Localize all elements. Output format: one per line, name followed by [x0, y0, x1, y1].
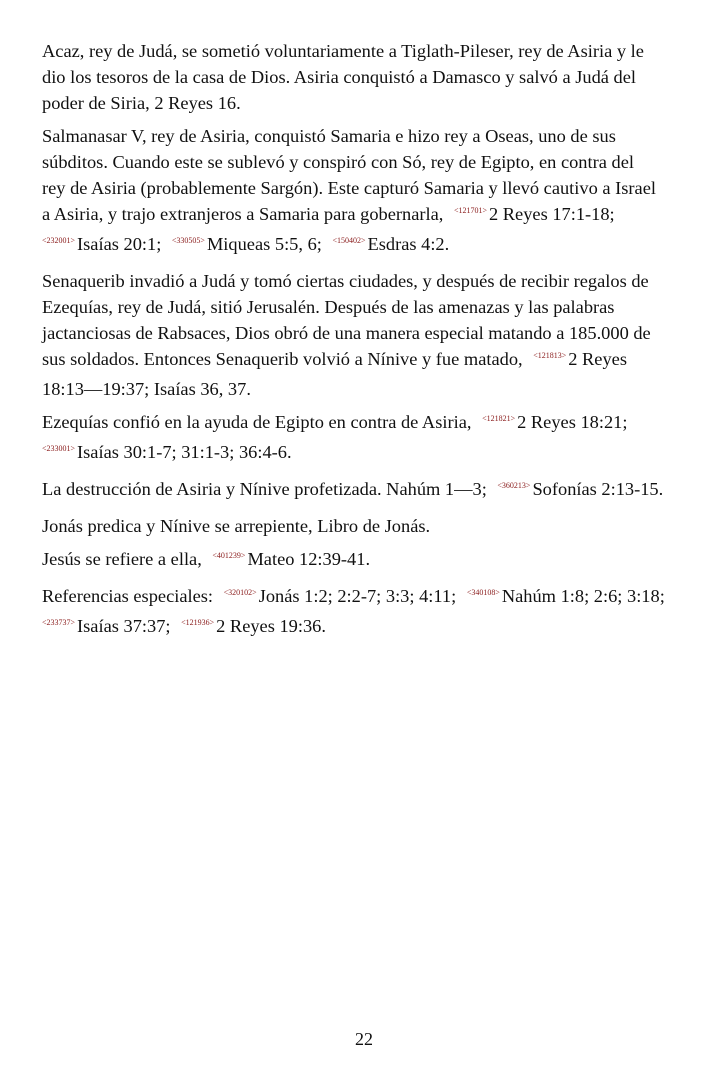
text-segment: Isaías 30:1-7; 31:1-3; 36:4-6.	[77, 442, 292, 462]
scripture-reference-tag[interactable]: <232001>	[42, 236, 76, 245]
paragraph	[42, 546, 690, 576]
text-segment: Miqueas 5:5, 6;	[206, 234, 327, 254]
text-segment: poder de Siria, 2 Reyes 16.	[42, 93, 241, 113]
scripture-reference-tag[interactable]: <330505>	[171, 236, 205, 245]
scripture-reference-tag[interactable]: <121936>	[181, 618, 215, 627]
text-segment: Jonás predica y Nínive se arrepiente, Libro de Jonás.	[42, 516, 431, 536]
page-number: 22	[355, 1029, 373, 1049]
scripture-reference-tag[interactable]: <360213>	[497, 481, 531, 490]
scripture-reference-tag[interactable]: <320102>	[223, 588, 257, 597]
text-segment: 18:13—19:37; Isaías 36, 37.	[42, 379, 251, 399]
text-segment: 2 Reyes 17:1-18;	[488, 204, 615, 224]
text-segment: Isaías 20:1;	[77, 234, 166, 254]
scripture-reference-tag[interactable]: <121813>	[533, 351, 567, 360]
text-segment: súbditos. Cuando este se sublevó y conspiró con Só, rey de Egipto, en contra del	[42, 152, 634, 172]
text-segment: Mateo 12:39-41.	[247, 549, 371, 569]
text-segment: Ezequías confió en la ayuda de Egipto en contra de Asiria,	[42, 412, 477, 432]
text-segment: Jonás 1:2; 2:2-7; 3:3; 4:11;	[258, 586, 461, 606]
text-segment: Jesús se refiere a ella,	[42, 549, 207, 569]
scripture-reference-tag[interactable]: <233001>	[42, 444, 76, 453]
scripture-reference-tag[interactable]: <340108>	[466, 588, 500, 597]
text-segment: Isaías 37:37;	[77, 616, 176, 636]
text-segment: Sofonías 2:13-15.	[532, 479, 664, 499]
text-segment: Senaquerib invadió a Judá y tomó ciertas ciudades, y después de recibir regalos de	[42, 271, 649, 291]
scripture-reference-tag[interactable]: <121821>	[482, 414, 516, 423]
paragraph	[42, 583, 690, 643]
text-segment: Esdras 4:2.	[367, 234, 450, 254]
scripture-reference-tag[interactable]: <233737>	[42, 618, 76, 627]
paragraph	[42, 409, 690, 469]
text-segment: a Asiria, y trajo extranjeros a Samaria para gobernarla,	[42, 204, 448, 224]
text-segment: Salmanasar V, rey de Asiria, conquistó Samaria e hizo rey a Oseas, uno de sus	[42, 126, 616, 146]
text-segment: Ezequías, rey de Judá, sitió Jerusalén. Después de las amenazas y las palabras	[42, 297, 615, 317]
text-segment: rey de Asiria (probablemente Sargón). Este capturó Samaria y llevó cautivo a Israel	[42, 178, 656, 198]
scripture-reference-tag[interactable]: <401239>	[212, 551, 246, 560]
text-segment: Nahúm 1:8; 2:6; 3:18;	[501, 586, 665, 606]
paragraph	[42, 123, 690, 261]
text-segment: jactanciosas de Rabsaces, Dios obró de una manera especial matando a 185.000 de	[42, 323, 651, 343]
text-segment: sus soldados. Entonces Senaquerib volvió a Nínive y fue matado,	[42, 349, 528, 369]
text-segment: 2 Reyes 18:21;	[517, 412, 628, 432]
text-segment: 2 Reyes 19:36.	[216, 616, 326, 636]
text-segment: Acaz, rey de Judá, se sometió voluntariamente a Tiglath-Pileser, rey de Asiria y le	[42, 41, 644, 61]
text-segment: 2 Reyes	[568, 349, 627, 369]
paragraph	[42, 268, 690, 402]
paragraph	[42, 513, 690, 539]
scripture-reference-tag[interactable]: <121701>	[453, 206, 487, 215]
text-segment: Referencias especiales:	[42, 586, 218, 606]
paragraph	[42, 38, 690, 116]
paragraph	[42, 476, 690, 506]
document-body	[42, 38, 690, 650]
text-segment: dio los tesoros de la casa de Dios. Asiria conquistó a Damasco y salvó a Judá del	[42, 67, 636, 87]
text-segment: La destrucción de Asiria y Nínive profetizada. Nahúm 1—3;	[42, 479, 492, 499]
scripture-reference-tag[interactable]: <150402>	[332, 236, 366, 245]
